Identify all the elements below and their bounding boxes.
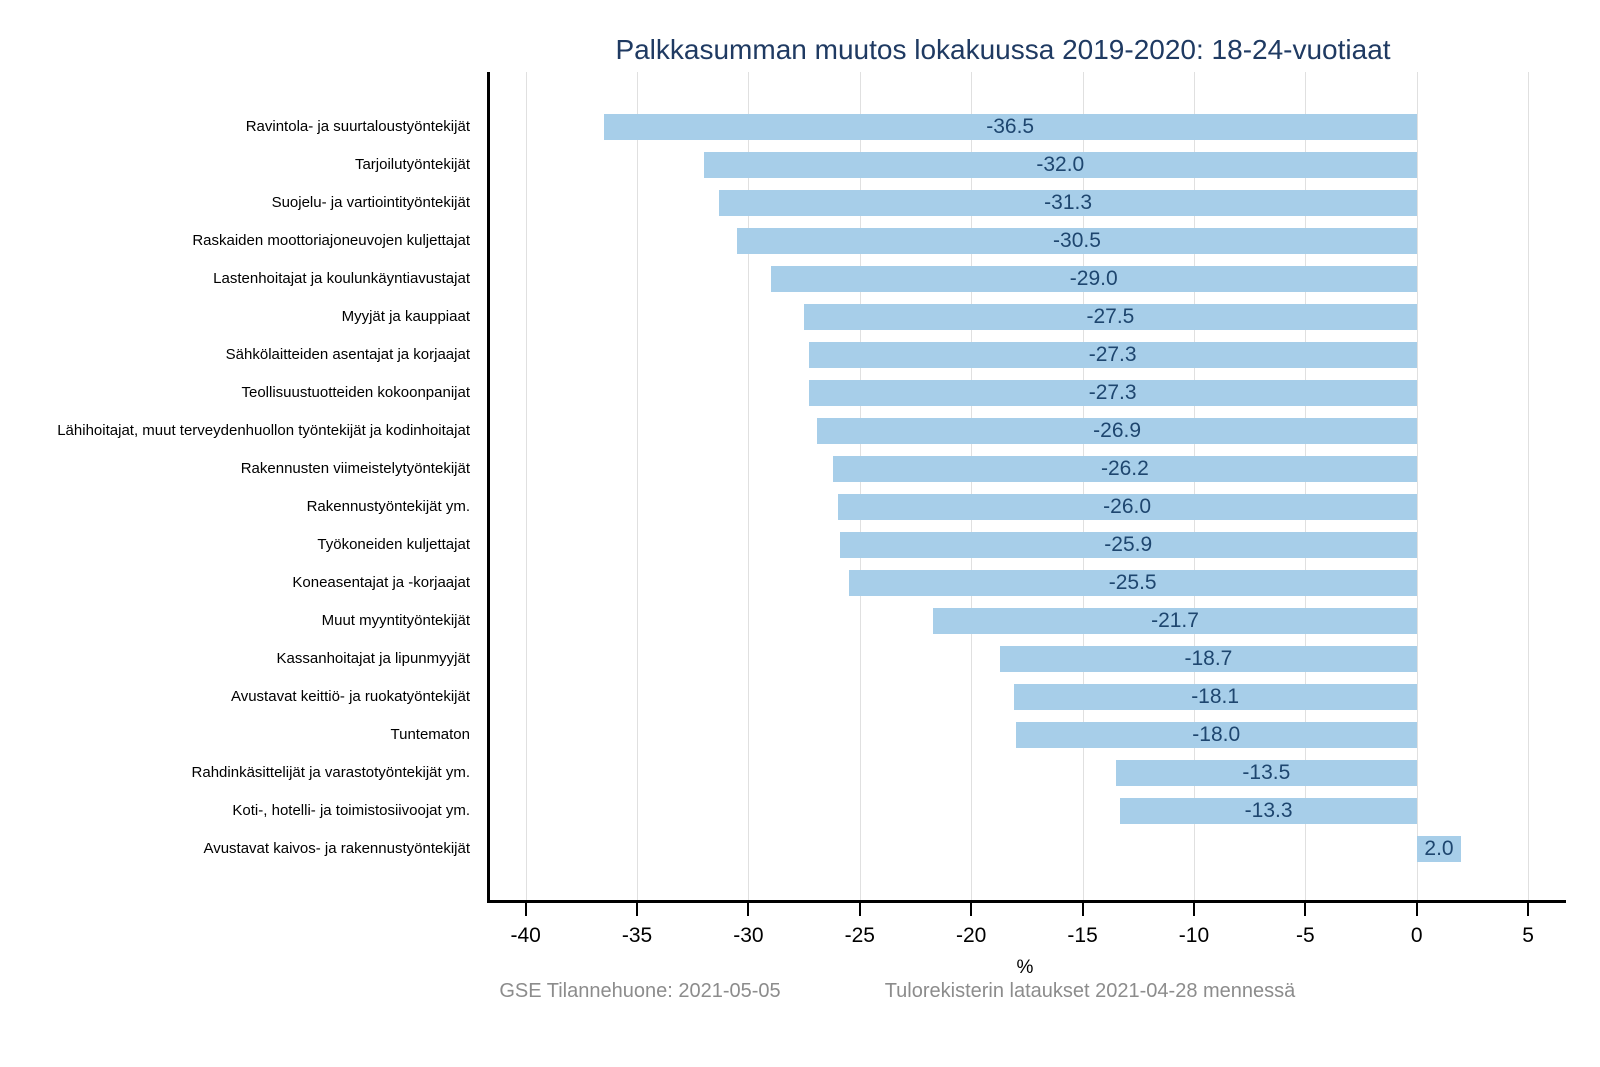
bar	[833, 456, 1417, 482]
x-axis-tick	[1416, 903, 1418, 916]
bar-value-label: -21.7	[1151, 609, 1199, 632]
source-note-left: GSE Tilannehuone: 2021-05-05	[499, 980, 781, 1002]
category-label: Avustavat kaivos- ja rakennustyöntekijät	[203, 840, 470, 857]
bar-value-label: -26.2	[1100, 457, 1149, 480]
bar	[1016, 722, 1417, 748]
x-axis-tick-label: -25	[844, 924, 875, 947]
plot-area	[487, 72, 1566, 947]
bar	[817, 418, 1416, 444]
category-label: Myyjät ja kauppiaat	[341, 308, 470, 325]
x-axis-tick-label: -5	[1296, 924, 1315, 947]
category-label: Lähihoitajat, muut terveydenhuollon työntekijät ja kodinhoitajat	[57, 422, 470, 439]
bar-value-label: -30.5	[1053, 229, 1101, 252]
x-axis-tick-label: 5	[1522, 924, 1534, 947]
category-label: Raskaiden moottoriajoneuvojen kuljettajat	[192, 232, 470, 249]
gridline	[637, 72, 638, 900]
bar-value-label: -18.7	[1184, 647, 1233, 670]
category-label: Koti-, hotelli- ja toimistosiivoojat ym.	[232, 802, 470, 819]
category-label: Muut myyntityöntekijät	[321, 612, 470, 629]
bar	[849, 570, 1417, 596]
x-axis-tick	[636, 903, 638, 916]
x-axis-tick-label: 0	[1410, 924, 1423, 947]
bar-value-label: -32.0	[1036, 153, 1085, 176]
bar	[1014, 684, 1417, 710]
bar	[604, 114, 1417, 140]
source-note-right: Tulorekisterin lataukset 2021-04-28 mennessä	[884, 980, 1296, 1002]
x-axis-tick-label: -15	[1067, 924, 1098, 947]
bar	[838, 494, 1417, 520]
x-axis-tick	[970, 903, 972, 916]
bar	[809, 380, 1417, 406]
bar	[933, 608, 1416, 634]
bar	[737, 228, 1416, 254]
bar-value-label: -29.0	[1069, 267, 1118, 290]
bar	[1000, 646, 1417, 672]
x-axis-tick	[747, 903, 749, 916]
x-axis-tick	[525, 903, 527, 916]
bar-value-label: -13.5	[1242, 761, 1291, 784]
bar	[1120, 798, 1416, 824]
bar	[809, 342, 1417, 368]
bar-value-label: -27.3	[1088, 343, 1137, 366]
category-label: Tarjoilutyöntekijät	[354, 156, 470, 173]
bar-value-label: -25.5	[1108, 571, 1157, 594]
bar-value-label: -13.3	[1244, 799, 1293, 822]
category-label: Tuntematon	[390, 726, 470, 743]
gridline	[526, 72, 527, 900]
bar-value-label: -18.0	[1192, 723, 1241, 746]
bar	[1116, 760, 1417, 786]
x-axis-tick	[1527, 903, 1529, 916]
category-label: Suojelu- ja vartiointityöntekijät	[271, 194, 470, 211]
bar-value-label: 2.0	[1424, 837, 1454, 860]
bar	[1417, 836, 1462, 862]
gridline	[1528, 72, 1529, 900]
bar	[704, 152, 1417, 178]
bar	[719, 190, 1416, 216]
x-axis-label: %	[1016, 957, 1034, 978]
chart-title: Palkkasumman muutos lokakuussa 2019-2020: 18-24-vuotiaat	[615, 34, 1391, 65]
x-axis-tick	[859, 903, 861, 916]
bar-value-label: -31.3	[1044, 191, 1093, 214]
x-axis-tick-label: -20	[956, 924, 987, 947]
bar-value-label: -36.5	[986, 115, 1035, 138]
category-label: Avustavat keittiö- ja ruokatyöntekijät	[230, 688, 470, 705]
gridline	[1417, 72, 1418, 900]
category-label: Työkoneiden kuljettajat	[317, 536, 470, 553]
bar-value-label: -25.9	[1104, 533, 1153, 556]
category-label: Kassanhoitajat ja lipunmyyjät	[276, 650, 470, 667]
x-axis-tick-label: -30	[733, 924, 764, 947]
category-label: Teollisuustuotteiden kokoonpanijat	[241, 384, 470, 401]
bar-value-label: -18.1	[1191, 685, 1240, 708]
bar-value-label: -26.9	[1093, 419, 1142, 442]
category-label: Rakennustyöntekijät ym.	[306, 498, 470, 515]
category-label: Rakennusten viimeistelytyöntekijät	[240, 460, 470, 477]
bar	[804, 304, 1417, 330]
x-axis-tick-label: -10	[1178, 924, 1210, 947]
category-label: Sähkölaitteiden asentajat ja korjaajat	[225, 346, 470, 363]
category-label: Rahdinkäsittelijät ja varastotyöntekijät ym.	[191, 764, 470, 781]
category-label: Ravintola- ja suurtaloustyöntekijät	[245, 118, 470, 135]
x-axis-tick-label: -35	[621, 924, 653, 947]
bar-value-label: -27.3	[1088, 381, 1137, 404]
category-label: Lastenhoitajat ja koulunkäyntiavustajat	[213, 270, 470, 287]
bar-value-label: -26.0	[1103, 495, 1152, 518]
bar	[771, 266, 1417, 292]
category-label: Koneasentajat ja -korjaajat	[292, 574, 470, 591]
x-axis-tick	[1082, 903, 1084, 916]
bar-value-label: -27.5	[1086, 305, 1135, 328]
bar	[840, 532, 1417, 558]
x-axis-tick	[1193, 903, 1195, 916]
x-axis-tick-label: -40	[510, 924, 541, 947]
x-axis-tick	[1304, 903, 1306, 916]
